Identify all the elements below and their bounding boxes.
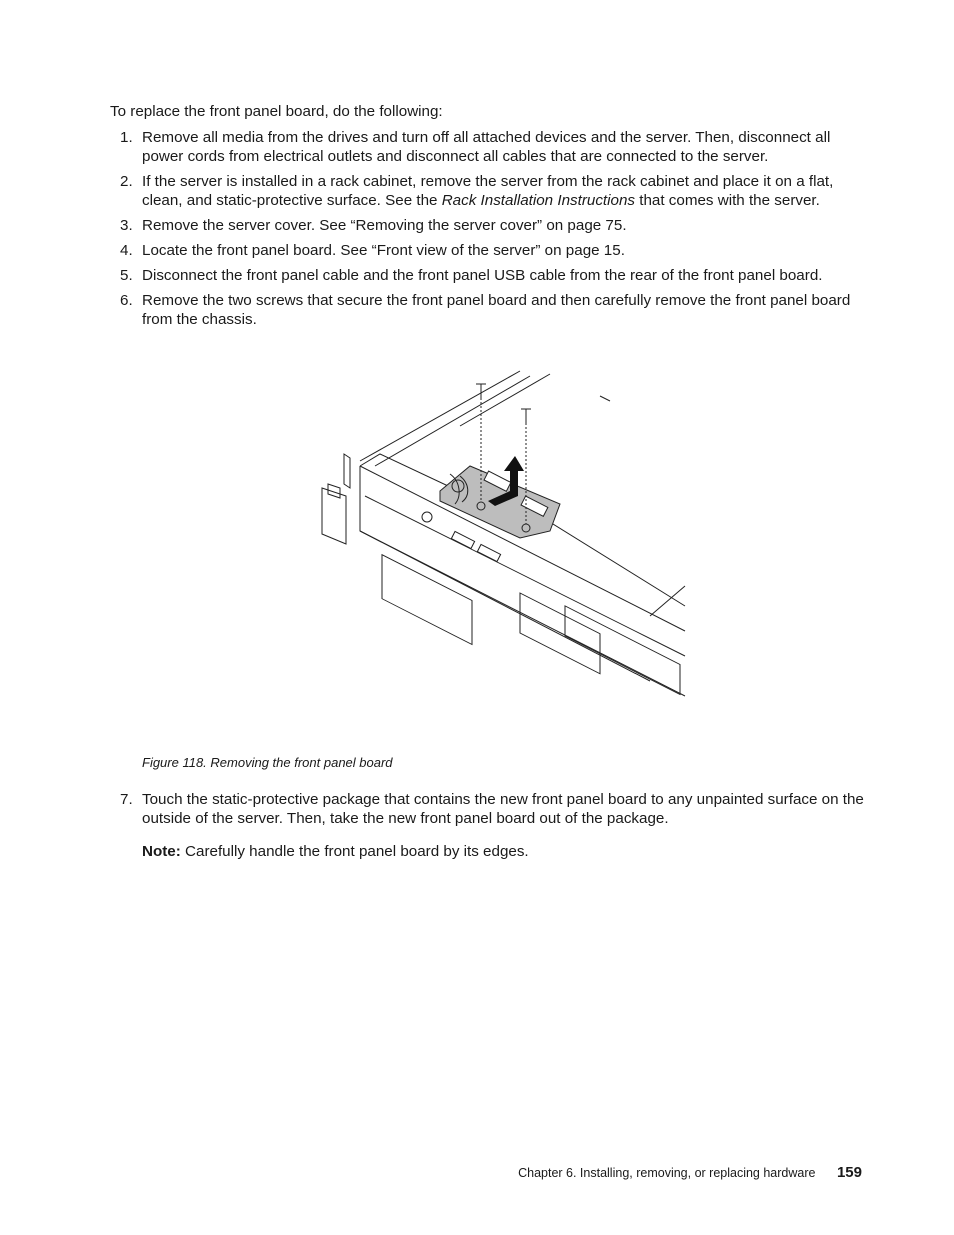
list-item: 6. Remove the two screws that secure the front panel board and then carefully remove the front panel board from the chassis. (120, 292, 851, 328)
list-item: 7. Touch the static-protective package that contains the new front panel board to any unpainted surface on the outside of the server. Then, take the new front panel board out of the package. Note: Carefully handle the front panel board by its edges. (110, 790, 870, 861)
usb-port (477, 544, 500, 561)
step-text: Touch the static-protective package that contains the new front panel board to any unpainted surface on the outside of the server. Then, take the new front panel board out of the package. (142, 791, 864, 827)
step-text: Remove the server cover. See “Removing the server cover” on page 75. (142, 217, 627, 234)
step-text: Locate the front panel board. See “Front view of the server” on page 15. (142, 242, 625, 259)
chapter-title: Chapter 6. Installing, removing, or replacing hardware (518, 1166, 816, 1180)
drive-bay (382, 555, 472, 645)
step-text: Disconnect the front panel cable and the front panel USB cable from the rear of the front panel board. (142, 267, 823, 284)
power-button (422, 512, 432, 522)
page-footer (518, 1164, 862, 1181)
steps-list (110, 128, 870, 335)
step-text: that comes with the server. (635, 192, 820, 209)
list-item: 4. Locate the front panel board. See “Front view of the server” on page 15. (120, 242, 625, 259)
note-label: Note: (142, 843, 181, 860)
screw (521, 409, 531, 423)
chassis-edge (375, 376, 530, 466)
list-item: 2. If the server is installed in a rack cabinet, remove the server from the rack cabinet and place it on a flat, clean, and static-protective surface. See the Rack Installation Instructions that comes with the server. (120, 173, 834, 209)
chassis-edge (460, 374, 550, 426)
list-item: 3. Remove the server cover. See “Removing the server cover” on page 75. (120, 217, 627, 234)
chassis-edge (600, 396, 610, 401)
front-panel-board-illustration (310, 366, 690, 706)
rail (650, 586, 685, 616)
list-item: 5. Disconnect the front panel cable and the front panel USB cable from the rear of the front panel board. (120, 267, 823, 284)
rack-handle (344, 454, 350, 488)
front-bezel (360, 531, 650, 681)
usb-port (451, 531, 474, 548)
note-text: Carefully handle the front panel board by its edges. (180, 843, 529, 860)
page-number: 159 (836, 1164, 862, 1181)
step-text: Remove all media from the drives and turn off all attached devices and the server. Then, disconnect all power cords from electrical outlets and disconnect all cables that are connected to the server. (142, 129, 831, 165)
note (142, 842, 870, 861)
steps-list-continued (110, 790, 870, 867)
intro-text: To replace the front panel board, do the following: (110, 103, 443, 120)
chassis-edge (360, 371, 520, 461)
list-item: 1. Remove all media from the drives and turn off all attached devices and the server. Then, disconnect all power cords from electrical outlets and disconnect all cables that are connected to the server. (120, 129, 831, 165)
step-text: If the server is installed in a rack cabinet, remove the server from the rack cabinet and place it on a flat, clean, and static-protective surface. See the (142, 173, 834, 209)
step-text: Remove the two screws that secure the front panel board and then carefully remove the front panel board from the chassis. (142, 292, 851, 328)
figure-caption: Figure 118. Removing the front panel board (142, 755, 393, 770)
book-title: Rack Installation Instructions (441, 192, 636, 209)
drive-bay (520, 593, 600, 674)
